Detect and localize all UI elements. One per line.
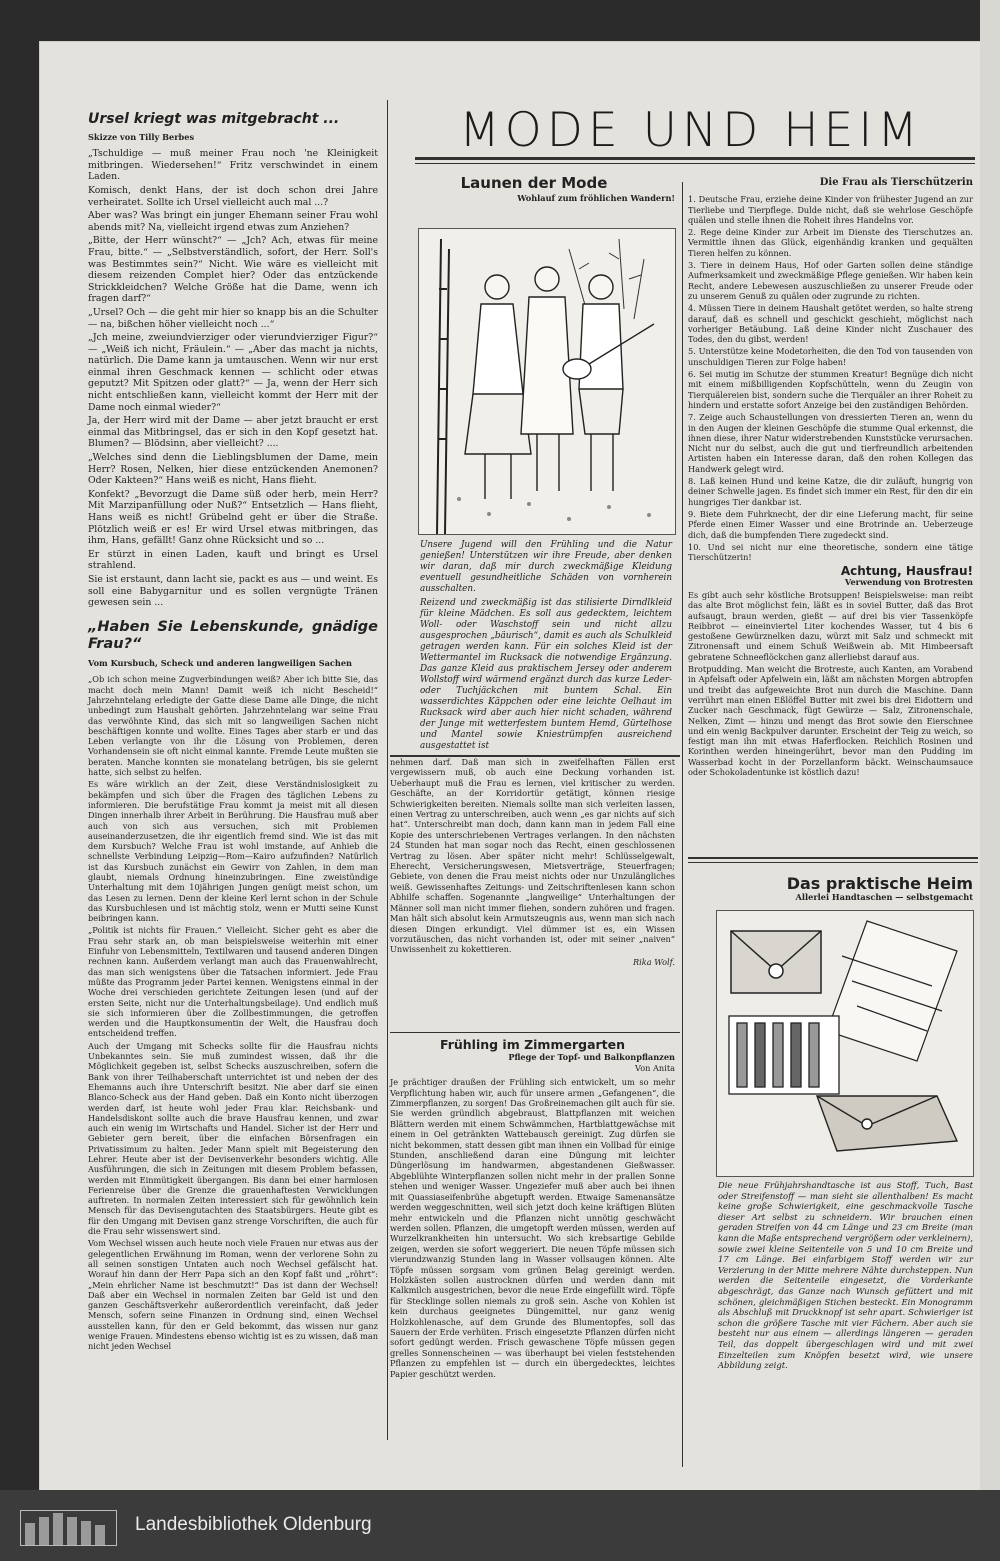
achtung-body: Es gibt auch sehr köstliche Brotsuppen! Beispielsweise: man reibt das alte Brot möglichst fein, läßt es in soviel Butter, daß das Brot aufsaugt, braun werden, gießt — auf drei bis vier Tassenköpfe Reibbrot — eineinviertel Liter kochendes Wasser, tut 4 bis 6 gestoßene Gewürznelken dazu, würzt mit Salz und schmeckt mit Zitronensaft und einem Schuß Weißwein ab. Mit Himbeersaft gebratene Schneeflöckchen ganz allerliebst darauf aus. <box>688 589 973 662</box>
story-paragraph: „Bitte, der Herr wünscht?“ — „Jch? Ach, etwas für meine Frau, bitte.“ — „Selbstverständlich, sofort, der Herr. Soll's was Bestimmtes sein?“ Nicht. Wie wäre es vielleicht mit diesem reizenden Complet hier? Oder das entzückende Strickkleidchen? Welche Größe hat die Dame, wenn ich fragen darf?“ <box>88 235 378 305</box>
zimmergarten-title: Frühling im Zimmergarten <box>439 1037 626 1052</box>
article-paragraph: „Ob ich schon meine Zugverbindungen weiß? Aber ich bitte Sie, das macht doch mein Mann! Damit weiß ich nicht Bescheid!“ Jahrzehntelang erledigte der Gatte diese Dame alle Dinge, die nicht unbedingt zum Haushalt gehörten. Jahrzehntelang war seine Frau das verwöhnte Kind, das sich mit so langweiligen Sachen nicht beschäftigen konnte und wollte. Eines Tages aber starb er und das Leben verlangte von ihr die Lösung von Problemen, deren Vorhandensein sie oft nicht einmal kannte. Fremde Leute mußten sie beraten. Manche konnten sie monatelang betrügen, bis sie gelernt hatte, sich selbst zu helfen. <box>88 674 378 778</box>
tierschutz-item: 3. Tiere in deinem Haus, Hof oder Garten sollen deine ständige Aufmerksamkeit und zweckmäßige Pflege genießen. Wir haben kein Recht, andere Lebewesen auszuschließen zu unserer Freude oder zu unserem Genuß zu quälen oder zugrunde zu richten. <box>688 260 973 301</box>
story-paragraph: Aber was? Was bringt ein junger Ehemann seiner Frau wohl abends mit? Na, vielleicht irgend etwas zum Anziehen? <box>88 210 378 233</box>
story-paragraph: Konfekt? „Bevorzugt die Dame süß oder herb, mein Herr? Mit Marzipanfüllung oder Nuß?“ Entsetzlich — Hans flieht, Hans weiß es nicht! Grübelnd geht er über die Straße. Plötzlich weiß er es! Er wird Ursel etwas mitbringen, das ihm, Hans, gefällt! Ganz ohne Rücksicht und so ... <box>88 488 378 547</box>
tierschutz-item: 6. Sei mutig im Schutze der stummen Kreatur! Begnüge dich nicht mit einem mißbilligenden Kopfschütteln, wenn du Zeugin von Tierquälereien bist, sondern suche die Tierquäler an ihrer Roheit zu hindern und erstatte sofort Anzeige bei den zuständigen Behörden. <box>688 369 973 410</box>
envelope-bag <box>731 931 821 993</box>
zimmergarten-article <box>390 1037 675 1381</box>
illustration-caption: Unsere Jugend will den Frühling und die Natur genießen! Unterstützen wir ihre Freude, aber denken wir daran, daß mir durch zweckmäßige Kleidung eventuell gesundheitliche Schäden von vornherein ausschalten. <box>420 540 672 594</box>
story-paragraph: „Jch meine, zweiundvierziger oder vierundvierziger Figur?“ — „Weiß ich nicht, Fräulein.“ — „Aber das macht ja nichts, natürlich. Die Dame kann ja umtauschen. Wenn wir nur erst einmal ihren Geschmack kennen — schlicht oder etwas geputzt? Mit Spitzen oder glatt?“ — Ja, wenn der Herr sich nicht entschließen kann, vielleicht kommt der Herr mit der Dame noch einmal wieder?“ <box>88 332 378 413</box>
praktische-heim-section <box>688 874 973 903</box>
mid-separator-2 <box>390 1032 680 1033</box>
article-paragraph: Auch der Umgang mit Schecks sollte für die Hausfrau nichts Unbekanntes sein. Sie muß zumindest wissen, daß ihr die Möglichkeit gegeben ist, selbst Schecks auszuschreiben, sofern die Bank von ihrer Teilhaberschaft unterrichtet ist und neben der des Ehemanns auch ihre Unterschrift besitzt. Nie aber darf sie einen Blanco-Scheck aus der Hand geben. Daß ein Konto nicht überzogen werden darf, ist heute wohl jeder Frau klar. Reichsbank- und Handelsdiskont sollte auch die brave Hausfrau kennen, und zwar auch ein wenig im Wirtschafts und Handel. Sicher ist der Herr und Gebieter gern bereit, über die einfachen Börsenfragen ein Privatissimum zu halten. Jeder Mann spielt mit Begeisterung den Lehrer. Heute aber ist der Devisenverkehr besonders wichtig. Alle Ausführungen, die sich in Zeitungen mit diesem Problem befassen, werden mit Einmütigkeit übergangen. Bis dann bei einer harmlosen Ferienreise über die Grenze die grauenhaftesten Verwicklungen auftreten. In normalen Zeiten interessiert sich für gewöhnlich kein Mensch für das Devisengutachten des Staatsbürgers. Heute gibt es für den Umgang mit Devisen ganz strenge Vorschriften, die auch für die Frau sehr wissenswert sind. <box>88 1040 378 1237</box>
masthead-rule-thin <box>415 163 975 164</box>
story-byline-ursel: Skizze von Tilly Berbes <box>88 131 195 142</box>
article-paragraph: Es wäre wirklich an der Zeit, diese Verständnislosigkeit zu bekämpfen und sich über die Fragen des täglichen Lebens zu informieren. Die berufstätige Frau kommt ja meist mit all diesen Dingen innerhalb ihrer Arbeit in Berührung. Die Hausfrau muß aber auch von sich aus versuchen, sich mit Problemen auseinanderzusetzen, die ihr eigentlich fremd sind. Wie ist das mit dem Kursbuch? Welche Frau ist wohl imstande, auf Anhieb die schnellste Verbindung Leipzig—Rom—Kairo aufzufinden? Natürlich ist das Kursbuch zunächst ein Gewirr von Zahlen, in dem man glaubt, niemals Ordnung hineinzubringen. Eine zweistündige Unterhaltung mit dem 10jährigen Jungen genügt meist schon, um das Lesen zu lernen. Denn der kleine Kerl lernt schon in der Schule das Kursbuchlesen und ist mächtig stolz, wenn er Mutti seine Kunst beibringen kann. <box>88 779 378 924</box>
tierschutz-item: 2. Rege deine Kinder zur Arbeit im Dienste des Tierschutzes an. Vermittle ihnen das Glück, eigenhändig kranken und gequälten Tieren helfen zu können. <box>688 227 973 258</box>
tierschutz-item: 8. Laß keinen Hund und keine Katze, die dir zuläuft, hungrig von deiner Schwelle jagen. Es findet sich immer ein Rest, für den dir ein hungriges Tier dankbar ist. <box>688 476 973 507</box>
continuation-signature: Rika Wolf. <box>633 956 675 967</box>
striped-bag <box>729 1016 839 1094</box>
scan-edge <box>980 0 1000 1561</box>
zimmergarten-byline: Von Anita <box>635 1062 675 1073</box>
achtung-body-pudding: Brotpudding. Man weicht die Brotreste, auch Kanten, am Vorabend in Apfelsaft oder Apfelwein ein, läßt am nächsten Morgen abtropfen und treibt das aufgeweichte Brot nun durch die Maschine. Dann verrührt man einen Eßlöffel Butter mit zwei bis drei Eidottern und Zucker nach Geschmack, fügt Gewürze — Salz, Zitronenschale, Nelken, Zimt — hinzu und mengt das Brot sowie den Eierschnee und ein wenig Backpulver darunter. Erscheint der Teig zu weich, so festigt man ihn mit etwas Haferflocken. Reichlich Rosinen und Korinthen werden hineingerührt, bevor man den Pudding im Wasserbad kocht in der Porzellanform bäckt. Weinschaumsauce oder Schokoladentunke ist köstlich dazu! <box>688 664 973 778</box>
middle-column-text <box>420 540 672 752</box>
handbag-caption: Die neue Frühjahrshandtasche ist aus Stoff, Tuch, Bast oder Streifenstoff — man sieht sie allenthalben! Es macht keine große Schwierigkeit, eine geschmackvolle Tasche dieser Art selbst zu schneidern. Wir brauchen einen geraden Streifen von 44 cm Länge und 23 cm Breite (man kann die Maße entsprechend vergrößern oder verkleinern), sowie zwei kleine Seitenteile von 5 und 10 cm Breite und 17 cm Länge. Bei einfarbigem Stoff werden wir zur Verzierung in der Mitte mehrere Nähte durchsteppen. Nun werden die Seitenteile eingesetzt, die Vorderkante abgeschrägt, das Ganze nach Wunsch gefüttert und mit schönen, gleichmäßigen Stichen besteckt. Ein Monogramm als Abschluß mit Druckknopf ist sehr apart. Schwieriger ist schon die größere Tasche mit vier Fächern. Aber auch sie besteht nur aus einem — allerdings längeren — geraden Teil, das doppelt übergeschlagen wird und mit zwei Einzelteilen zum Knöpfen besetzt wird, wie unsere Abbildung zeigt. <box>718 1180 973 1371</box>
continuation-text: nehmen darf. Daß man sich in zweifelhaften Fällen erst vergewissern muß, ob auch eine Deckung vorhanden ist. Ueberhaupt muß die Frau es lernen, viel kritischer zu werden. Geschäfte, an der Korridortür getätigt, können riesige Schwierigkeiten bereiten. Niemals sollte man sich verleiten lassen, einen Vertrag zu unterschreiben, auch wenn „es gar nichts auf sich hat“. Unterschreibt man doch, dann kann man in jedem Fall eine Kopie des unterschriebenen Vertrages verlangen. In den nächsten 24 Stunden hat man sogar noch das Recht, einen geschlossenen Vertrag zu lösen. Aber später nicht mehr! Schlüsselgewalt, Eherecht, Versicherungswesen, Mietsverträge, Steuerfragen; Gebiete, von denen die Frau meist nichts oder nur Unzulängliches weiß. Gewissenhaftes Zeitungs- und Zeitschriftenlesen kann schon Abhilfe schaffen. Sogenannte „langweilige“ Unterhaltungen der Männer soll man nicht immer fliehen, sondern zuhören und fragen. Man hält sich absolut kein Armutszeugnis aus, wenn man sich nach diesen Dingen erkundigt. Viel dümmer ist es, ein Wissen vorzutäuschen, das nicht vorhanden ist, oder mit seiner „naiven“ Unwissenheit zu kokettieren. <box>390 757 675 955</box>
right-separator-2 <box>688 862 978 863</box>
right-column <box>688 178 973 779</box>
article-byline-lebenskunde: Vom Kursbuch, Scheck und anderen langweiligen Sachen <box>88 657 353 668</box>
praktische-heim-title: Das praktische Heim <box>786 874 973 893</box>
middle-continuation <box>390 757 675 967</box>
achtung-subtitle: Verwendung von Brotresten <box>844 576 973 587</box>
zimmergarten-body: Je prächtiger draußen der Frühling sich entwickelt, um so mehr Verpflichtung haben wir, auch für unsere armen „Gefangenen“, die Zimmerpflanzen, zu sorgen! Das Großreinemachen gilt auch für sie. Sie werden gründlich abgebraust, Blattpflanzen mit weichen Blättern werden mit einem Schwämmchen, Hartblattgewächse mit einem in Oel getränkten Wattebausch gereinigt. Zug dürfen sie nicht bekommen, statt dessen gibt man ihnen ein Vollbad für einige Stunden, anschließend daran eine Düngung mit leichter Düngerlösung im handwarmen, abgestandenen Gießwasser. Abgeblühte Winterpflanzen sollen nicht mehr in der prallen Sonne stehen und weniger Wasser. Ungeziefer muß aber auch bei ihnen mit Quassiaseifenbrühe abgetupft werden. Etwaige Samenansätze werden weggeschnitten, weil sich jetzt doch keine kräftigen Blüten mehr entwickeln und die Pflanzen nicht unnötig geschwächt werden sollen. Pflanzen, die umgetopft werden müssen, werden auf Wurzelkrankheiten hin untersucht. Wo sich krebsartige Gebilde zeigen, werden sie sofort weggeriert. Die neuen Töpfe müssen sich vierundzwanzig Stunden lang in Wasser vollsaugen können. Alte Töpfe müssen sorgsam vom grünen Belag gereinigt werden. Holzkästen sollen austrocknen dürfen und werden dann mit Kalkmilch ausgestrichen, bevor die neue Erde eingefüllt wird. Töpfe für Stecklinge sollen niemals zu groß sein. Asche von Kohlen ist kein durchaus geeignetes Düngemittel, nur ganz wenig Holzkohlenasche, auf dem Grunde des Blumentopfes, soll das Sauern der Erde verhüten. Frisch eingesetzte Pflanzen dürfen nicht sofort gedüngt werden. Frisch gewaschene Töpfe müssen gegen grelles Sonnenscheinen — was überhaupt bei vielen feststehenden Pflanzen zu empfehlen ist — durch ein übergedecktes, leichtes Papier geschützt werden. <box>390 1077 675 1379</box>
fashion-illustration <box>418 228 676 535</box>
library-logo-icon <box>20 1510 117 1546</box>
vertical-rule-mid <box>682 182 683 1467</box>
zimmergarten-subtitle: Pflege der Topf- und Balkonpflanzen <box>508 1052 675 1063</box>
article-title-lebenskunde: „Haben Sie Lebenskunde, gnädige Frau?“ <box>88 618 378 652</box>
clutch-bag <box>817 1096 957 1151</box>
tierschutz-item: 1. Deutsche Frau, erziehe deine Kinder von frühester Jugend an zur Tierliebe und Tierpflege. Dulde nicht, daß sie wehrlose Geschöpfe quälen und stelle ihnen die Roheit ihres Handelns vor. <box>688 194 973 225</box>
story-paragraph: Komisch, denkt Hans, der ist doch schon drei Jahre verheiratet. Sollte ich Ursel vielleicht auch mal ...? <box>88 184 378 208</box>
tierschutz-item: 9. Biete dem Fuhrknecht, der dir eine Lieferung macht, für seine Pferde einen Eimer Wasser und eine Brotrinde an. Ueberzeuge dich, daß die bumpfenden Tiere zugedeckt sind. <box>688 508 973 540</box>
section-subtitle-launen: Wohlauf zum fröhlichen Wandern! <box>517 192 675 203</box>
middle-column <box>393 174 675 210</box>
fashion-body: Reizend und zweckmäßig ist das stilisierte Dirndlkleid für kleine Mädchen. Es soll aus gedecktem, leichtem Woll- oder Waschstoff sein und nicht allzu ausgesprochen „bäurisch“, damit es auch als Schulkleid getragen werden kann. Für ein solches Kleid ist der Wettermantel im Rucksack die notwendige Ergänzung. Das ganze Kleid aus praktischem Jersey oder anderem Wollstoff wird wärmend ergänzt durch das kurze Leder- oder Tuchjäckchen mit buntem Schal. Ein wasserdichtes Käppchen oder eine leichte Oelhaut im Rucksack wird aber auch hier nicht schaden, während der Junge mit wetterfestem buntem Hemd, Gürtelhose und Mantel sowie Kniestrümpfen ausreichend ausgestattet ist <box>420 598 672 751</box>
story-title-ursel: Ursel kriegt was mitgebracht ... <box>88 111 340 127</box>
left-column <box>88 111 378 1354</box>
achtung-title: Achtung, Hausfrau! <box>840 564 973 579</box>
tierschutz-title: Die Frau als Tierschützerin <box>819 177 973 188</box>
article-paragraph: „Politik ist nichts für Frauen.“ Vielleicht. Sicher geht es aber die Frau sehr stark an, ob man beispielsweise weiterhin mit einer Einfuhr von Lebensmitteln, Textilwaren und tausend anderen Dingen rechnen kann. Außerdem verlangt man auch das Frauenwahlrecht, das man sich wenigstens über die Tatsachen informiert. Jede Frau müßte das Programm jeder Partei kennen. Wenigstens einmal in der Woche drei verschieden gerichtete Zeitungen lesen (und auf der ersten Seite, nicht nur die Unterhaltungsbeilage). Und endlich muß sie sich informieren über die Zollbestimmungen, die getroffen werden und die Hauptkonsumentin der Welt, die Hausfrau doch entscheidend treffen. <box>88 925 378 1039</box>
tierschutz-item: 4. Müssen Tiere in deinem Haushalt getötet werden, so halte streng darauf, daß es schnell und geschickt geschieht, möglichst nach vorheriger Betäubung. Laß deine Kinder nicht Zuschauer des Todes, den du gibst, werden! <box>688 303 973 345</box>
section-title-launen: Launen der Mode <box>460 174 608 192</box>
article-paragraph: Vom Wechsel wissen auch heute noch viele Frauen nur etwas aus der gelegentlichen Erwähnung im Roman, wenn der verlorene Sohn zu all seinen sonstigen Untaten auch noch Wechsel gefälscht hat. Worauf hin dann der Herr Papa sich an den Kopf faßt und „röhrt“: „Mein ehrlicher Name ist beschmutzt!“ Das ist dann der Wechsel! Daß aber ein Wechsel in normalen Zeiten bar Geld ist und den ganzen Geschäftsverkehr außerordentlich vereinfacht, daß jeder Mensch, sofern seine Finanzen in Ordnung sind, einen Wechsel ausstellen kann, für den er Geld bekommt, das wissen nur ganz wenige Frauen. Mindestens ebenso wichtig ist es zu wissen, daß man nicht jeden Wechsel <box>88 1238 378 1352</box>
handbag-illustration <box>716 910 974 1177</box>
story-paragraph: Er stürzt in einen Laden, kauft und bringt es Ursel strahlend. <box>88 548 378 572</box>
story-paragraph: „Ursel? Och — die geht mir hier so knapp bis an die Schulter — na, bißchen höher vielleicht noch ...“ <box>88 306 378 330</box>
handbag-caption-block <box>718 1180 973 1371</box>
tierschutz-item: 7. Zeige auch Schaustellungen von dressierten Tieren an, wenn du in den Augen der kleinen Geschöpfe die stumme Qual erkennst, die ihnen diese, ihrer Natur widerstrebenden Kunststücke verursachen. Nicht nur du selbst, auch die gut und tierfreundlich arbeitenden Artisten haben ein Interesse daran, daß den rohen Kollegen das Handwerk gelegt wird. <box>688 412 973 474</box>
right-separator <box>688 857 978 859</box>
tierschutz-item: 5. Unterstütze keine Modetorheiten, die den Tod von tausenden von unschuldigen Tieren zur Folge haben! <box>688 346 973 367</box>
story-paragraph: „Tschuldige — muß meiner Frau noch 'ne Kleinigkeit mitbringen. Wiedersehen!“ Fritz verschwindet in einem Laden. <box>88 148 378 183</box>
story-paragraph: Sie ist erstaunt, dann lacht sie, packt es aus — und weint. Es soll eine Babygarnitur und es sollen vergnügte Tränen gewesen sein ... <box>88 573 378 609</box>
vertical-rule-left <box>387 100 388 1440</box>
praktische-heim-subtitle: Allerlei Handtaschen — selbstgemacht <box>795 891 973 902</box>
masthead-title: MODE UND HEIM <box>459 103 923 158</box>
library-name[interactable]: Landesbibliothek Oldenburg <box>135 1514 372 1535</box>
story-paragraph: „Welches sind denn die Lieblingsblumen der Dame, mein Herr? Rosen, Nelken, hier diese entzückenden Anemonen? Oder Kakteen?“ Hans weiß es nicht, Hans flieht. <box>88 452 378 487</box>
story-paragraph: Ja, der Herr wird mit der Dame — aber jetzt braucht er erst einmal das Mitbringsel, das er sich in den Kopf gesetzt hat. Blumen? — Blödsinn, aber vielleicht? .... <box>88 415 378 450</box>
tierschutz-item: 10. Und sei nicht nur eine theoretische, sondern eine tätige Tierschützerin! <box>688 541 973 563</box>
